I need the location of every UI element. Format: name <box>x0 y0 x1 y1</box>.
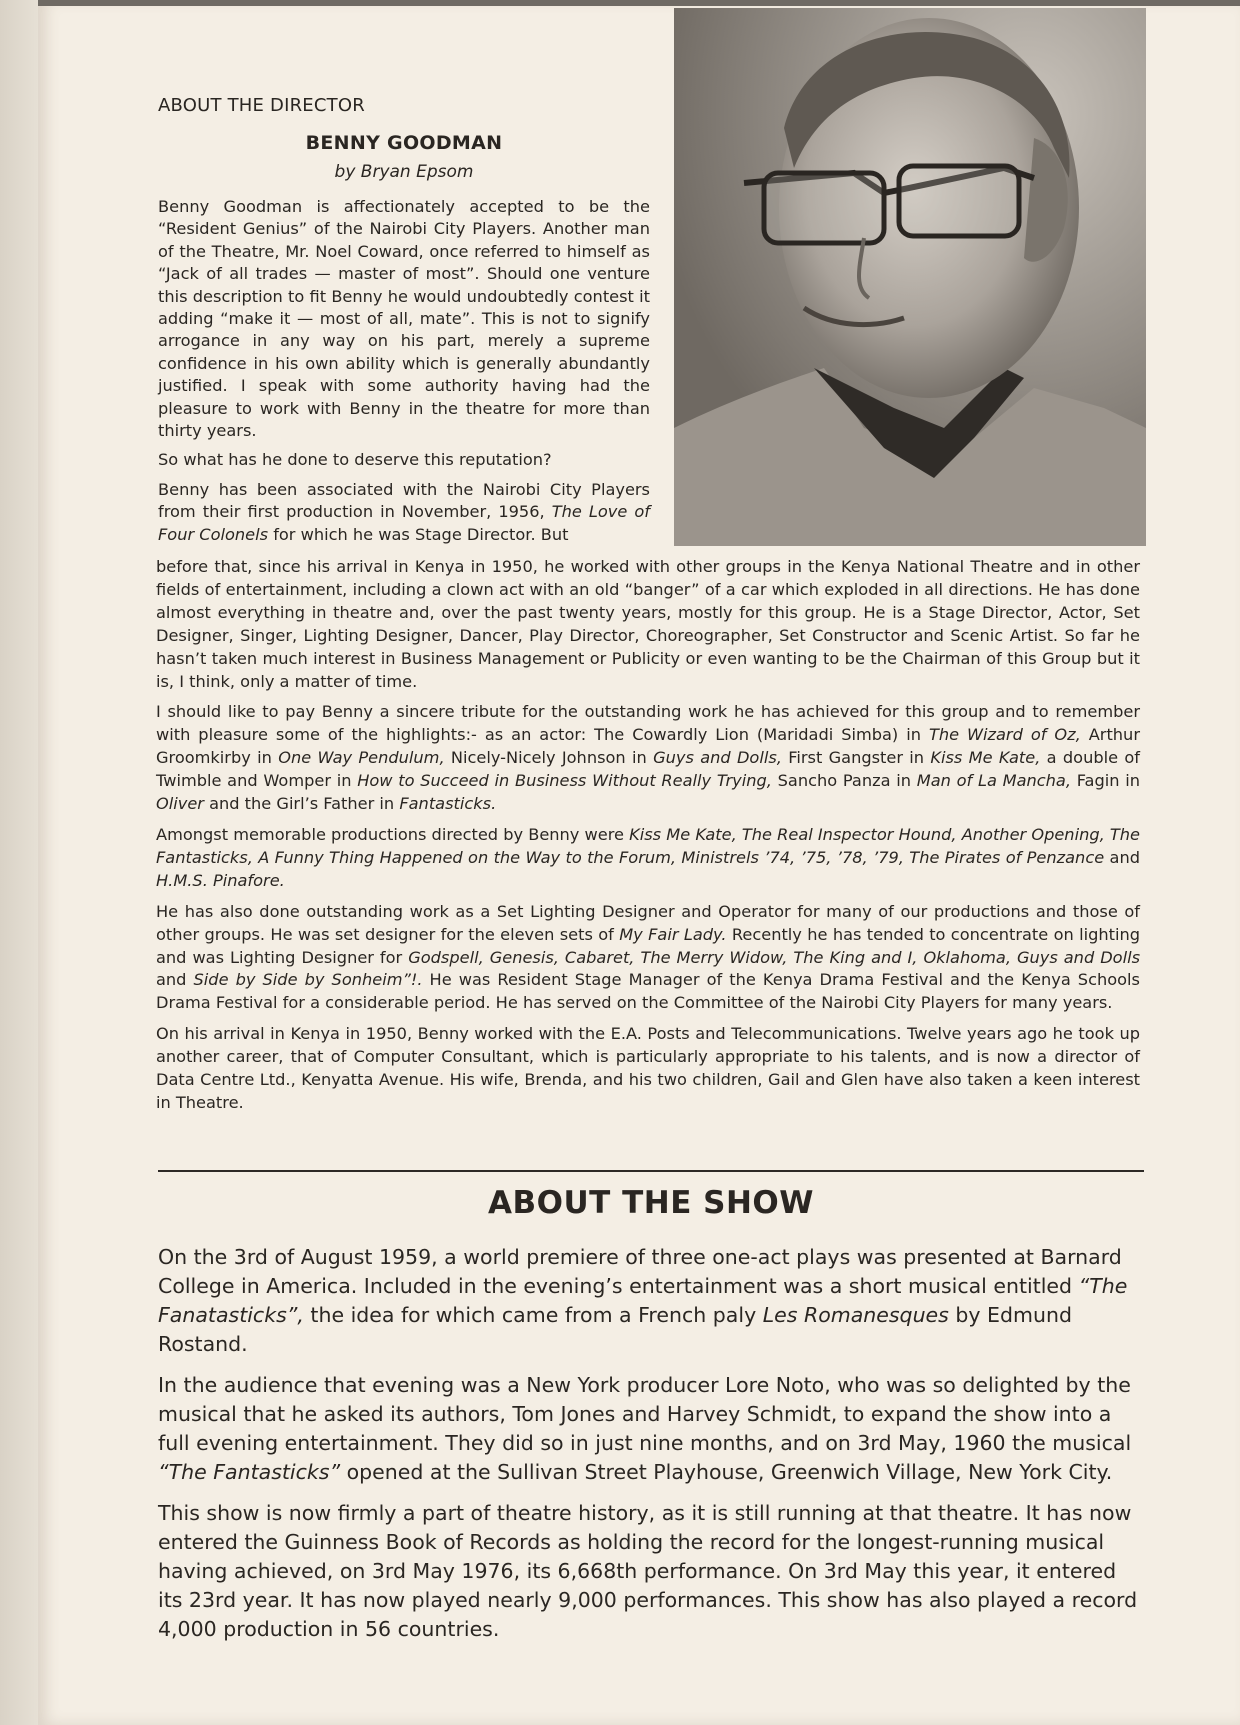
section-label-about-director: ABOUT THE DIRECTOR <box>158 95 365 116</box>
italic-title-run: My Fair Lady. <box>619 924 727 944</box>
paragraph-association <box>158 479 650 546</box>
italic-title-run: How to Succeed in Business Without Really Trying, <box>357 771 772 791</box>
italic-title-run: Man of La Mancha, <box>916 771 1071 791</box>
paragraph-lighting-work <box>156 901 1140 1016</box>
paragraph-off-broadway <box>158 1371 1146 1487</box>
text-run: and <box>156 970 194 990</box>
italic-title-run: Side by Side by Sonheim”!. <box>193 970 423 990</box>
text-run: and <box>1104 847 1141 867</box>
paragraph-personal: On his arrival in Kenya in 1950, Benny worked with the E.A. Posts and Telecommunications. Twelve years ago he took up another career, that of Computer Consultant, which is particularly appropriate to his talents, and is now a director of Data Centre Ltd., Kenyatta Avenue. His wife, Brenda, and his two children, Gail and Glen have also taken a keen interest in Theatre. <box>156 1024 1140 1112</box>
paragraph-association-tail: for which he was Stage Director. But <box>268 524 569 544</box>
section-divider <box>158 1170 1144 1172</box>
page-gutter <box>0 0 38 1725</box>
paragraph-intro: Benny Goodman is affectionately accepted to be the “Resident Genius” of the Nairobi City Players. Another man of the Theatre, Mr. Noel Coward, once referred to himself as “Jack of all trades — master of most”. Should one venture this description to fit Benny he would undoubtedly contest it adding “make it — most of all, mate”. This is not to signify arrogance in any way on his part, merely a supreme confidence in his own ability which is generally abundantly justified. I speak with some authority having had the pleasure to work with Benny in the theatre for more than thirty years. <box>158 197 650 441</box>
italic-title-run: Guys and Dolls, <box>653 748 782 768</box>
text-run: He has also done outstanding work as a Set Lighting Designer and Operator for many of our productions and those of other groups. He was set designer for the eleven sets of <box>156 901 1140 944</box>
text-run: Recently he has tended to concentrate on lighting and was Lighting Designer for <box>156 924 1140 967</box>
text-run: Fagin in <box>1071 771 1140 791</box>
text-run: First Gangster in <box>781 748 931 768</box>
paragraph-premiere <box>158 1243 1146 1359</box>
italic-title-run: One Way Pendulum, <box>278 748 445 768</box>
text-run: the idea for which came from a French paly <box>303 1303 763 1327</box>
director-portrait-photo <box>674 8 1146 546</box>
paragraph-acting-highlights <box>156 701 1140 816</box>
italic-title-run: Oliver <box>156 794 204 814</box>
about-show-heading: ABOUT THE SHOW <box>488 1185 814 1221</box>
text-run: a double of Twimble and Womper in <box>156 748 1140 791</box>
director-name-heading: BENNY GOODMAN <box>305 132 503 154</box>
italic-title-run: Fantasticks. <box>399 794 497 814</box>
paragraph-question: So what has he done to deserve this reputation? <box>158 450 552 470</box>
italic-title-run: H.M.S. Pinafore. <box>156 870 285 890</box>
director-intro-column <box>158 196 650 546</box>
portrait-illustration <box>674 8 1146 546</box>
paragraph-career: before that, since his arrival in Kenya in 1950, he worked with other groups in the Kenya National Theatre and in other fields of entertainment, including a clown act with an old “banger” of a car which exploded in all directions. He has done almost everything in theatre and, over the past twenty years, mostly for this group. He is a Stage Director, Actor, Set Designer, Singer, Lighting Designer, Dancer, Play Director, Choreographer, Set Constructor and Scenic Artist. So far he hasn’t taken much interest in Business Management or Publicity or even wanting to be the Chairman of this Group but it is, I think, only a matter of time. <box>156 557 1140 691</box>
text-run: Sancho Panza in <box>771 771 917 791</box>
text-run: He was Resident Stage Manager of the Kenya Drama Festival and the Kenya Schools Drama Festival for a considerable period. He has served on the Committee of the Nairobi City Players for many years. <box>156 970 1140 1013</box>
italic-title-run: Godspell, Genesis, Cabaret, The Merry Widow, The King and I, Oklahoma, Guys and Dolls <box>408 947 1141 967</box>
page-top-edge <box>38 0 1240 6</box>
article-byline: by Bryan Epsom <box>334 162 474 182</box>
paragraph-history: This show is now firmly a part of theatre history, as it is still running at that theatre. It has now entered the Guinness Book of Records as holding the record for the longest-running musical having achieved, on 3rd May 1976, its 6,668th performance. On 3rd May this year, it entered its 23rd year. It has now played nearly 9,000 performances. This show has also played a record 4,000 production in 56 countries. <box>158 1501 1138 1641</box>
about-show-body <box>158 1243 1146 1656</box>
text-run: Nicely-Nicely Johnson in <box>444 748 654 768</box>
text-run: Amongst memorable productions directed by Benny were <box>156 824 630 844</box>
text-run: and the Girl’s Father in <box>203 794 400 814</box>
italic-title-run: “The Fanatasticks”, <box>158 1274 1128 1327</box>
paragraph-association-text: Benny has been associated with the Nairobi City Players from their first production in November, 1956, <box>158 479 650 522</box>
italic-title-run: Kiss Me Kate, The Real Inspector Hound, Another Opening, The Fantasticks, A Funny Thing Happened on the Way to the Forum, Ministrels ’74, ’75, ’78, ’79, The Pirates of Penzance <box>156 824 1140 867</box>
italic-title-run: Kiss Me Kate, <box>930 748 1041 768</box>
italic-title-run: The Wizard of Oz, <box>928 725 1081 745</box>
text-run: by Edmund Rostand. <box>158 1303 1072 1356</box>
paragraph-directed-productions <box>156 824 1140 893</box>
italic-title-run: Les Romanesques <box>762 1303 949 1327</box>
text-run: opened at the Sullivan Street Playhouse, Greenwich Village, New York City. <box>340 1460 1113 1484</box>
play-title-love-of-four-colonels: The Love of Four Colonels <box>158 502 650 544</box>
italic-title-run: “The Fantasticks” <box>158 1460 341 1484</box>
director-body-fullwidth <box>156 556 1140 1123</box>
text-run: Arthur Groomkirby in <box>156 725 1140 768</box>
text-run: I should like to pay Benny a sincere tribute for the outstanding work he has achieved for this group and to remember with pleasure some of the highlights:- as an actor: The Cowardly Lion (Maridadi Simba) in <box>156 702 1140 745</box>
text-run: On the 3rd of August 1959, a world premiere of three one-act plays was presented at Barnard College in America. Included in the evening’s entertainment was a short musical entitled <box>158 1245 1122 1298</box>
text-run: In the audience that evening was a New York producer Lore Noto, who was so delighted by the musical that he asked its authors, Tom Jones and Harvey Schmidt, to expand the show into a full evening entertainment. They did so in just nine months, and on 3rd May, 1960 the musical <box>158 1373 1132 1455</box>
